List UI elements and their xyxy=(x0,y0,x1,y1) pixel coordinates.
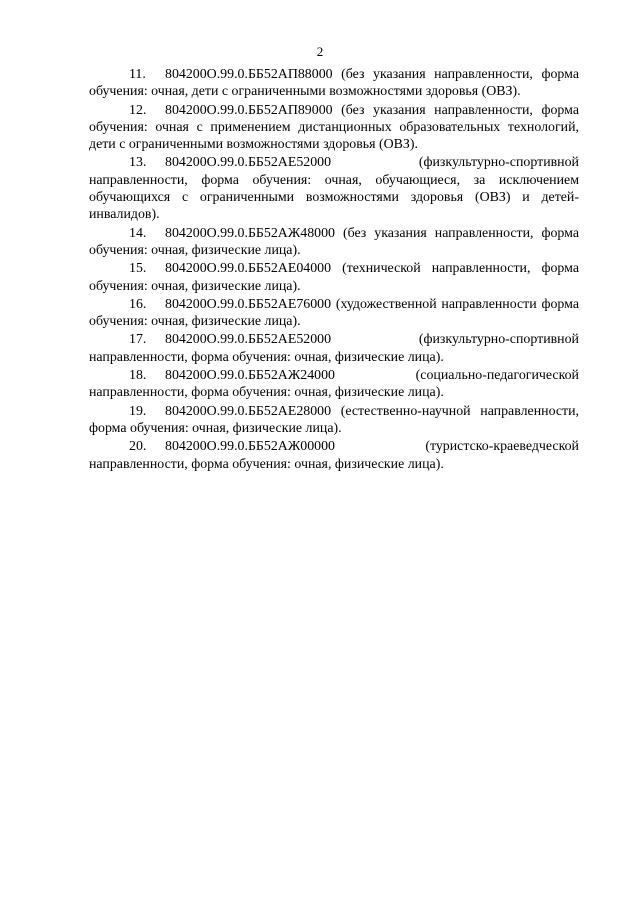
list-item xyxy=(89,331,579,366)
item-text: 804200О.99.0.ББ52АЕ04000 (технической направленности, форма обучения: очная, физические лица). xyxy=(89,261,579,294)
item-text: 804200О.99.0.ББ52АЖ48000 (без указания направленности, форма обучения: очная, физические лица). xyxy=(89,225,579,258)
item-number: 20. xyxy=(129,439,147,455)
item-number: 13. xyxy=(129,155,147,171)
list-item xyxy=(89,66,579,101)
list-item xyxy=(89,102,579,154)
item-text: 804200О.99.0.ББ52АЕ76000 (художественной направленности форма обучения: очная, физические лица). xyxy=(89,296,579,330)
item-number: 12. xyxy=(129,102,147,118)
item-text: 804200О.99.0.ББ52АЖ24000 (социально-педагогической направленности, форма обучения: очная, физические лица). xyxy=(89,368,579,401)
item-text: 804200О.99.0.ББ52АЕ52000 (физкультурно-спортивной направленности, форма обучения: очная, физические лица). xyxy=(89,332,579,365)
list-item xyxy=(89,403,579,438)
item-number: 18. xyxy=(129,368,147,384)
list-item xyxy=(89,260,579,295)
item-number: 15. xyxy=(129,261,147,277)
page-number: 2 xyxy=(316,44,324,59)
item-number: 14. xyxy=(129,225,147,241)
list-item xyxy=(89,225,579,260)
item-text: 804200О.99.0.ББ52АП89000 (без указания направленности, форма обучения: очная с применением дистанционных образовательных технологий, дети с ограниченными возможностями здоровья (ОВЗ). xyxy=(89,102,579,153)
item-text: 804200О.99.0.ББ52АЕ28000 (естественно-научной направленности, форма обучения: очная, физические лица). xyxy=(89,403,579,436)
item-number: 16. xyxy=(129,296,147,312)
item-number: 17. xyxy=(129,332,147,348)
item-text: 804200О.99.0.ББ52АП88000 (без указания направленности, форма обучения: очная, дети с ограниченными возможностями здоровья (ОВЗ). xyxy=(89,67,579,100)
item-text: 804200О.99.0.ББ52АЕ52000 (физкультурно-спортивной направленности, форма обучения: очная, обучающиеся, за исключением обучающихся с ограниченными возможностями здоровья (ОВЗ) и детей-инвалидов). xyxy=(89,155,579,223)
list-item xyxy=(89,438,579,473)
document-body xyxy=(89,66,579,474)
item-number: 11. xyxy=(129,67,146,82)
list-item xyxy=(89,367,579,402)
item-number: 19. xyxy=(129,403,147,419)
item-text: 804200О.99.0.ББ52АЖ00000 (туристско-краеведческой направленности, форма обучения: очная, физические лица). xyxy=(89,439,579,472)
list-item xyxy=(89,296,579,331)
list-item xyxy=(89,154,579,223)
